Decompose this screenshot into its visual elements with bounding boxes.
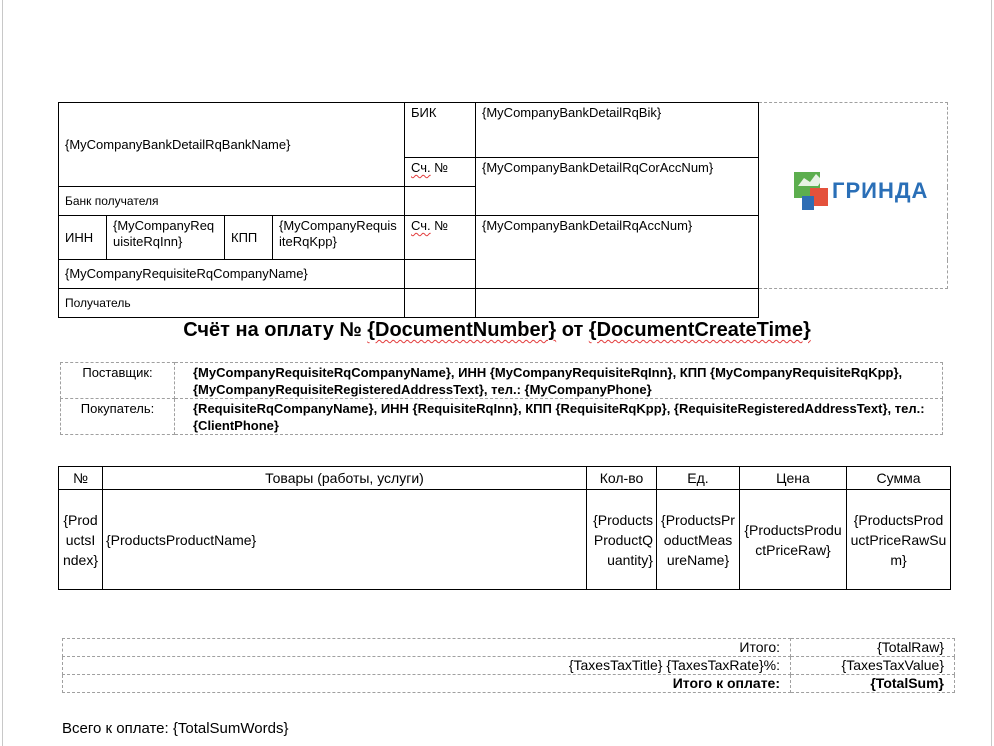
- tax-value: {TaxesTaxValue}: [791, 657, 955, 675]
- kpp-label: КПП: [225, 216, 273, 260]
- empty-cell: [405, 289, 476, 318]
- product-quantity: {ProductsProductQuantity}: [587, 490, 657, 590]
- table-row: [59, 490, 951, 590]
- bank-name: {MyCompanyBankDetailRqBankName}: [65, 136, 291, 152]
- logo-blue-square: [802, 196, 814, 210]
- products-table: [58, 466, 951, 590]
- product-measure: {ProductsProductMeasureName}: [657, 490, 740, 590]
- grand-total-label: Итого к оплате:: [63, 675, 791, 693]
- bank-name-cell: [59, 103, 405, 187]
- supplier-label: Поставщик:: [61, 363, 175, 399]
- header-price: Цена: [740, 467, 847, 490]
- supplier-details: {MyCompanyRequisiteRqCompanyName}, ИНН {MyCompanyRequisiteRqInn}, КПП {MyCompanyRequisiteRqKpp}, {MyCompanyRequisiteRegisteredAddressText}, тел.: {MyCompanyPhone}: [175, 363, 943, 399]
- recipient-label: Получатель: [59, 289, 405, 318]
- totals-table: [62, 638, 955, 693]
- logo-text: ГРИНДА: [832, 177, 929, 203]
- acc-label-suffix: №: [434, 218, 449, 233]
- inn-label: ИНН: [59, 216, 107, 260]
- bik-value: {MyCompanyBankDetailRqBik}: [476, 103, 759, 158]
- bank-recipient-label: Банк получателя: [59, 187, 405, 216]
- parties-table: [60, 362, 943, 435]
- page-edge-right: [991, 0, 992, 746]
- product-price: {ProductsProductPriceRaw}: [740, 490, 847, 590]
- bik-label: БИК: [405, 103, 476, 158]
- grand-total-value: {TotalSum}: [791, 675, 955, 693]
- title-middle: от: [561, 319, 584, 341]
- bank-details-table: [58, 102, 948, 318]
- product-sum: {ProductsProductPriceRawSum}: [847, 490, 951, 590]
- kpp-value: {MyCompanyRequisiteRqKpp}: [273, 216, 405, 260]
- buyer-label: Покупатель:: [61, 399, 175, 435]
- products-header-row: [59, 467, 951, 490]
- empty-cell: [405, 260, 476, 289]
- total-label: Итого:: [63, 639, 791, 657]
- header-product: Товары (работы, услуги): [103, 467, 587, 490]
- header-quantity: Кол-во: [587, 467, 657, 490]
- logo-cell: [759, 103, 948, 289]
- header-sum: Сумма: [847, 467, 951, 490]
- empty-cell: [405, 187, 476, 216]
- cor-acc-value: {MyCompanyBankDetailRqCorAccNum}: [476, 158, 759, 216]
- product-name: {ProductsProductName}: [103, 490, 587, 590]
- header-index: №: [59, 467, 103, 490]
- header-measure: Ед.: [657, 467, 740, 490]
- document-date: {DocumentCreateTime}: [588, 319, 811, 341]
- document-number: {DocumentNumber}: [367, 319, 557, 341]
- company-name: {MyCompanyRequisiteRqCompanyName}: [59, 260, 405, 289]
- total-sum-words: Всего к оплате: {TotalSumWords}: [62, 720, 289, 737]
- document-title: [0, 317, 994, 343]
- empty-cell: [476, 289, 759, 318]
- page-edge-left: [2, 0, 3, 746]
- title-prefix: Счёт на оплату №: [183, 319, 362, 341]
- cor-acc-label-suffix: №: [434, 160, 449, 175]
- cor-acc-label: [405, 158, 476, 187]
- acc-label: [405, 216, 476, 260]
- total-value: {TotalRaw}: [791, 639, 955, 657]
- company-logo: [788, 164, 929, 224]
- tax-label: {TaxesTaxTitle} {TaxesTaxRate}%:: [63, 657, 791, 675]
- product-index: {ProductsIndex}: [59, 490, 103, 590]
- acc-label-prefix: Сч.: [411, 218, 431, 233]
- cor-acc-label-prefix: Сч.: [411, 160, 431, 175]
- inn-value: {MyCompanyRequisiteRqInn}: [107, 216, 225, 260]
- acc-value: {MyCompanyBankDetailRqAccNum}: [476, 216, 759, 289]
- buyer-details: {RequisiteRqCompanyName}, ИНН {RequisiteRqInn}, КПП {RequisiteRqKpp}, {RequisiteRegisteredAddressText}, тел.: {ClientPhone}: [175, 399, 943, 435]
